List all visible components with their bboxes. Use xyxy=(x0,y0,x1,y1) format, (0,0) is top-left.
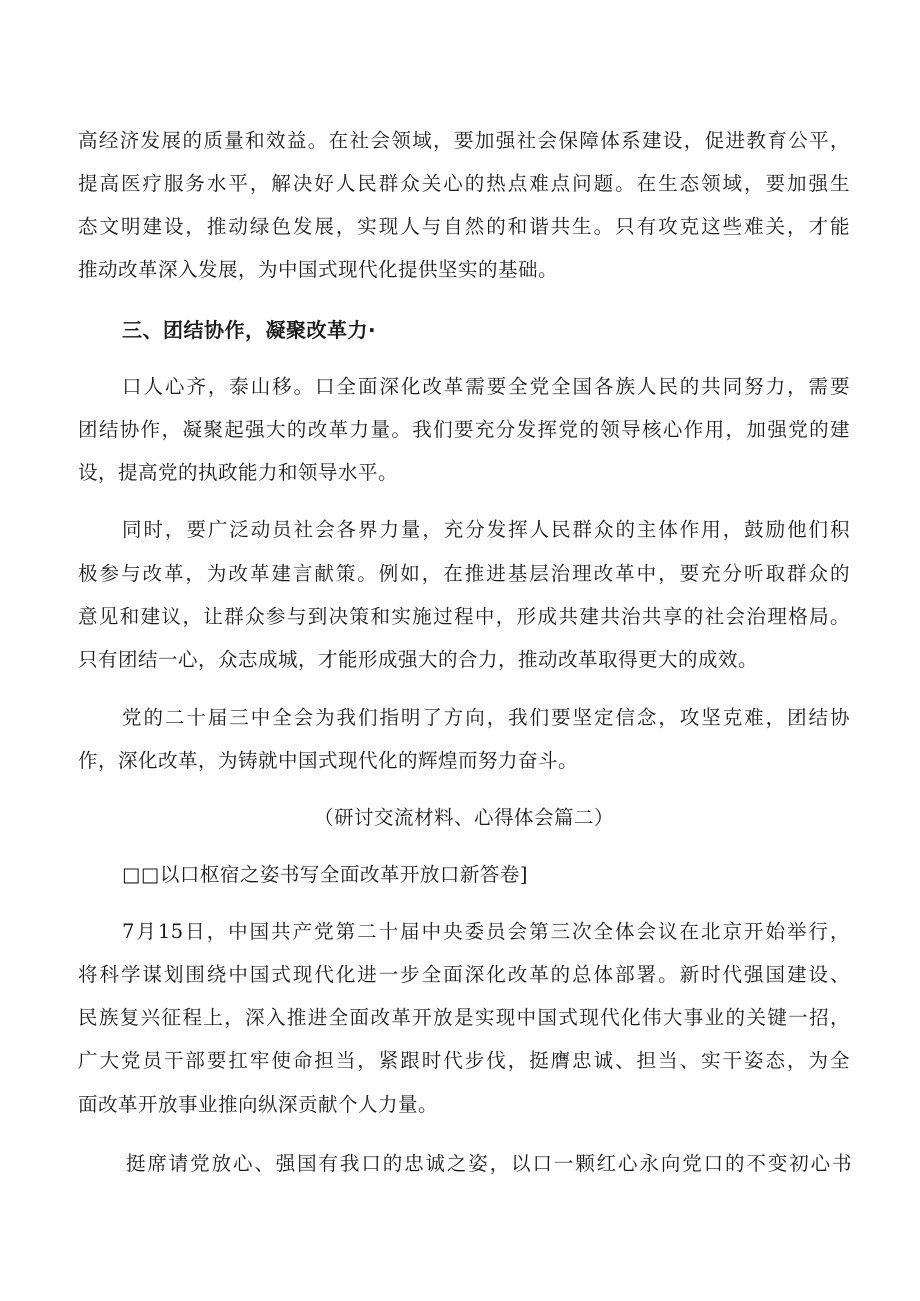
paragraph-line: 将科学谋划围绕中国式现代化进一步全面深化改革的总体部署。新时代强国建设、 xyxy=(78,963,850,986)
article-title: □□以口枢宿之姿书写全面改革开放口新答卷] xyxy=(122,863,528,886)
paragraph-line: 口人心齐，泰山移。口全面深化改革需要全党全国各族人民的共同努力，需要 xyxy=(122,375,850,398)
paragraph-line: 挺席请党放心、强国有我口的忠诚之姿，以口一颗红心永向党口的不变初心书 xyxy=(126,1152,852,1175)
paragraph-line: 民族复兴征程上，深入推进全面改革开放是实现中国式现代化伟大事业的关键一招， xyxy=(78,1006,850,1029)
paragraph-line: 团结协作，凝聚起强大的改革力量。我们要充分发挥党的领导核心作用，加强党的建 xyxy=(78,418,850,441)
paragraph-line: 态文明建设，推动绿色发展，实现人与自然的和谐共生。只有攻克这些难关，才能 xyxy=(78,215,850,238)
paragraph-line: 作，深化改革，为铸就中国式现代化的辉煌而努力奋斗。 xyxy=(78,749,579,772)
paragraph-line: 只有团结一心，众志成城，才能形成强大的合力，推动改革取得更大的成效。 xyxy=(78,648,759,671)
subtitle: （研讨交流材料、心得体会篇二） xyxy=(313,806,614,829)
paragraph-line: 高经济发展的质量和效益。在社会领域，要加强社会保障体系建设，促进教育公平， xyxy=(78,129,850,152)
section-heading: 三、团结协作，凝聚改革力· xyxy=(122,318,377,342)
paragraph-line: 提高医疗服务水平，解决好人民群众关心的热点难点问题。在生态领域，要加强生 xyxy=(78,172,850,195)
paragraph-line: 极参与改革，为改革建言献策。例如，在推进基层治理改革中，要充分听取群众的 xyxy=(78,562,850,585)
paragraph-line: 7月15日，中国共产党第二十届中央委员会第三次全体会议在北京开始举行， xyxy=(122,920,850,943)
paragraph-line: 同时，要广泛动员社会各界力量，充分发挥人民群众的主体作用，鼓励他们积 xyxy=(122,518,850,541)
paragraph-line: 意见和建议，让群众参与到决策和实施过程中，形成共建共治共享的社会治理格局。 xyxy=(78,605,850,628)
paragraph-line: 党的二十届三中全会为我们指明了方向，我们要坚定信念，攻坚克难，团结协 xyxy=(122,706,850,729)
paragraph-line: 设，提高党的执政能力和领导水平。 xyxy=(78,461,399,484)
paragraph-line: 广大党员干部要扛牢使命担当，紧跟时代步伐，挺膺忠诚、担当、实干姿态，为全 xyxy=(78,1049,850,1072)
paragraph-line: 面改革开放事业推向纵深贡献个人力量。 xyxy=(78,1093,439,1116)
paragraph-line: 推动改革深入发展，为中国式现代化提供坚实的基础。 xyxy=(78,258,559,281)
